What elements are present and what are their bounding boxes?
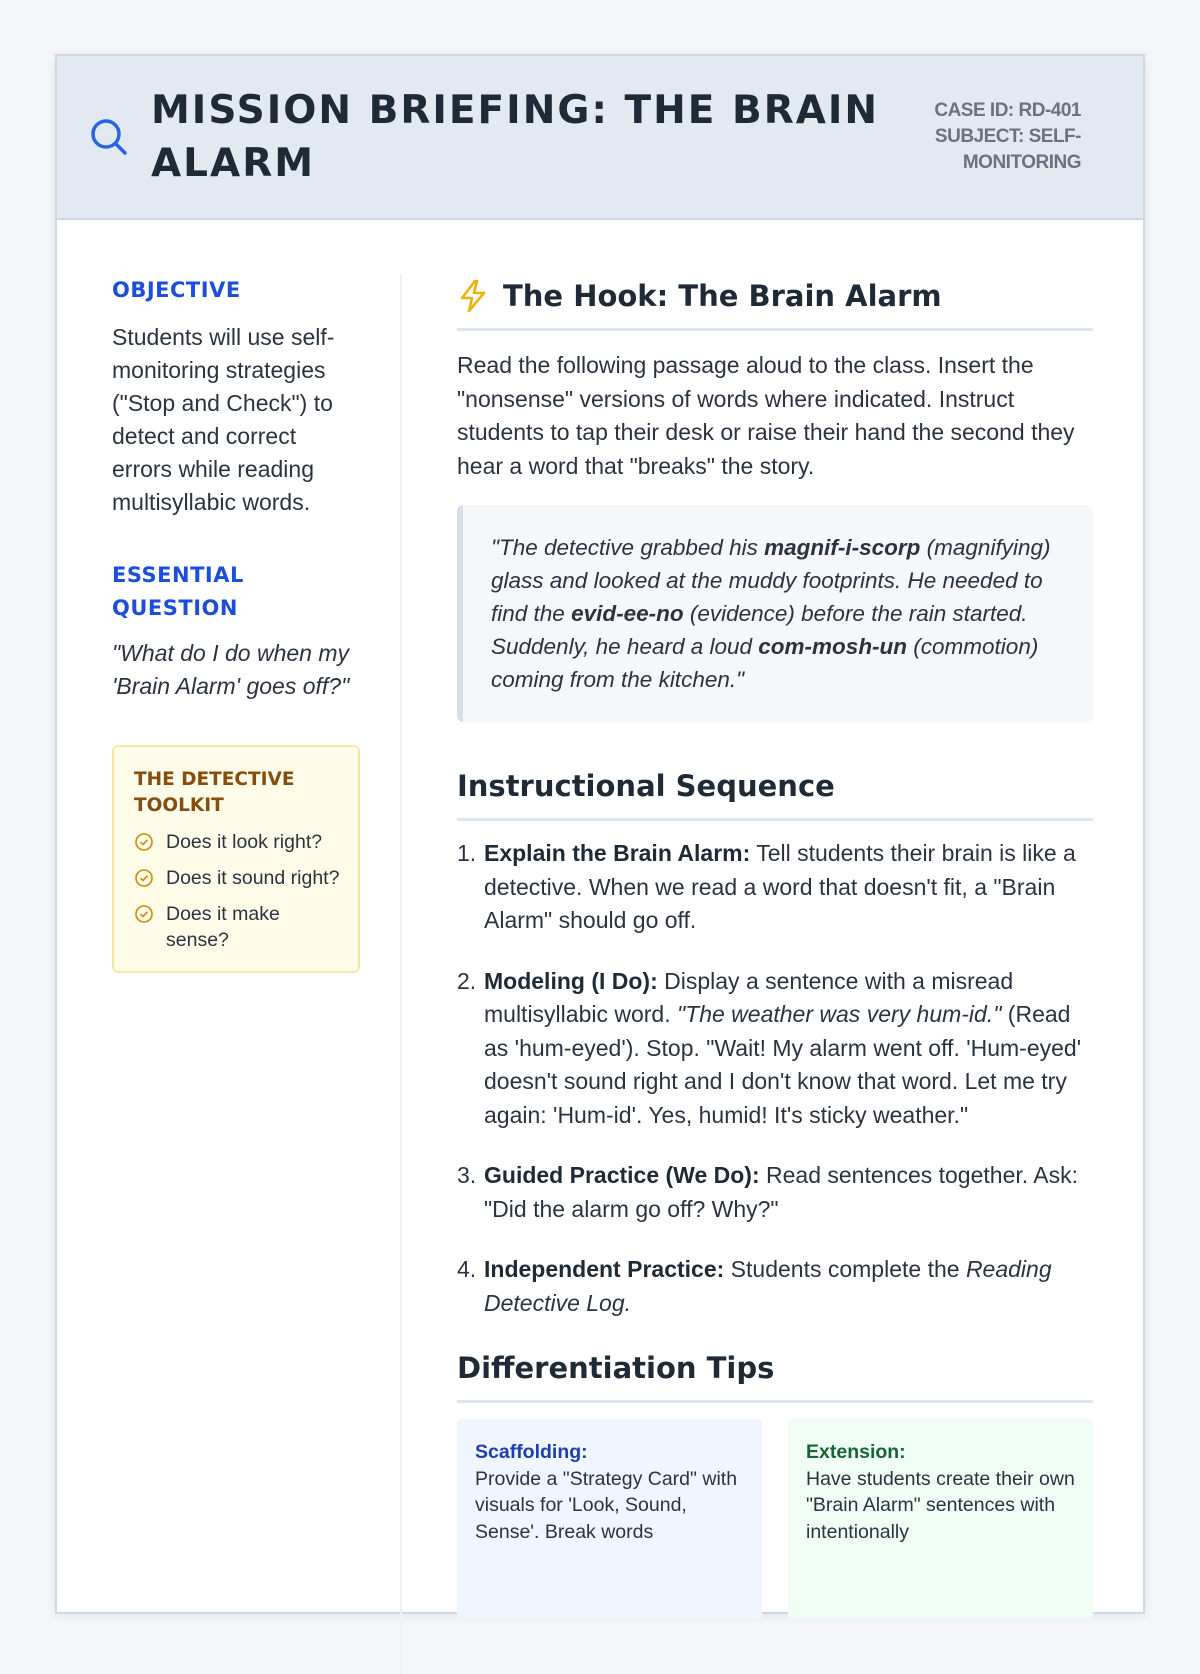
essential-question-text: "What do I do when my 'Brain Alarm' goes off?" [112, 640, 350, 699]
check-circle-icon [134, 904, 154, 924]
toolkit-item-label: Does it sound right? [166, 867, 340, 889]
step-label: Independent Practice: [484, 1256, 725, 1282]
step-text [484, 837, 1093, 938]
passage-text: (magnifying) glass and looked at the muddy footprints. He needed to find the [491, 535, 1051, 626]
search-icon [87, 115, 131, 159]
case-meta [911, 98, 1081, 176]
hook-passage [457, 505, 1093, 722]
step-number: 1. [457, 840, 477, 866]
toolkit-heading: THE DETECTIVE TOOLKIT [134, 769, 295, 816]
sequence-heading: Instructional Sequence [457, 766, 1093, 821]
step-label: Explain the Brain Alarm: [484, 840, 751, 866]
example-sentence: "The weather was very hum-id." [677, 1001, 1002, 1027]
differentiation-heading: Differentiation Tips [457, 1348, 1093, 1403]
hook-heading [457, 276, 1093, 331]
lesson-card [55, 54, 1145, 1614]
nonsense-word: magnif-i-scorp [764, 535, 921, 560]
sequence-list [457, 837, 1093, 1320]
sequence-step [457, 965, 1093, 1133]
toolkit-item-label: Does it make sense? [166, 903, 280, 951]
step-number: 3. [457, 1162, 477, 1188]
sequence-step [457, 837, 1093, 938]
step-label: Guided Practice (We Do): [484, 1162, 760, 1188]
step-text [484, 1253, 1093, 1320]
sequence-step [457, 1253, 1093, 1320]
toolkit-item [134, 829, 340, 855]
main-content [457, 276, 1093, 1619]
nonsense-word: evid-ee-no [571, 601, 684, 626]
scaffolding-tip [457, 1419, 762, 1619]
step-body: Display a sentence with a misread multisyllabic word. [484, 967, 1014, 1027]
passage-text: "The detective grabbed his [491, 535, 765, 560]
subject: SUBJECT: SELF-MONITORING [934, 126, 1081, 173]
check-circle-icon [134, 832, 154, 852]
extension-tip [788, 1419, 1093, 1619]
step-text [484, 965, 1093, 1133]
briefing-header [57, 56, 1143, 220]
step-number: 4. [457, 1256, 477, 1282]
step-number: 2. [457, 967, 477, 994]
lightning-icon [457, 279, 489, 313]
case-id: CASE ID: RD-401 [934, 100, 1081, 121]
log-title: Reading Detective Log. [484, 1256, 1052, 1316]
step-body: (Read as 'hum-eyed'). Stop. "Wait! My alarm went off. 'Hum-eyed' doesn't sound right and I don't know that word. Let me try again: 'Hum-id'. Yes, humid! It's sticky weather." [484, 1001, 1082, 1128]
differentiation-tips [457, 1419, 1093, 1619]
check-circle-icon [134, 868, 154, 888]
passage-text: (commotion) coming from the kitchen." [491, 634, 1039, 692]
sequence-step [457, 1159, 1093, 1226]
detective-toolkit [112, 745, 360, 973]
extension-text: Have students create their own "Brain Alarm" sentences with intentionally [806, 1467, 1075, 1543]
hook-instructions: Read the following passage aloud to the class. Insert the "nonsense" versions of words where indicated. Instruct students to tap their desk or raise their hand the second they hear a word that "breaks" the story. [457, 352, 1075, 479]
passage-text: (evidence) before the rain started. Suddenly, he heard a loud [491, 601, 1028, 659]
step-label: Modeling (I Do): [484, 967, 658, 994]
step-body: Tell students their brain is like a detective. When we read a word that doesn't fit, a "Brain Alarm" should go off. [484, 840, 1076, 933]
toolkit-item [134, 865, 340, 891]
toolkit-item-label: Does it look right? [166, 831, 323, 853]
scaffolding-text: Provide a "Strategy Card" with visuals for 'Look, Sound, Sense'. Break words [475, 1467, 738, 1543]
sidebar [57, 274, 402, 1674]
essential-question-heading: ESSENTIAL QUESTION [112, 563, 244, 620]
objective-heading: OBJECTIVE [112, 278, 241, 302]
objective-text: Students will use self-monitoring strategies ("Stop and Check") to detect and correct errors while reading multisyllabic words. [112, 324, 335, 515]
toolkit-item [134, 901, 340, 953]
step-text [484, 1159, 1093, 1226]
hook-heading-text: The Hook: The Brain Alarm [503, 279, 942, 313]
page-title: MISSION BRIEFING: THE BRAIN ALARM [151, 88, 880, 186]
extension-label: Extension: [806, 1441, 906, 1463]
step-body: Students complete the [724, 1256, 966, 1282]
scaffolding-label: Scaffolding: [475, 1441, 588, 1463]
nonsense-word: com-mosh-un [758, 634, 908, 659]
step-body: Read sentences together. Ask: "Did the alarm go off? Why?" [484, 1162, 1078, 1222]
